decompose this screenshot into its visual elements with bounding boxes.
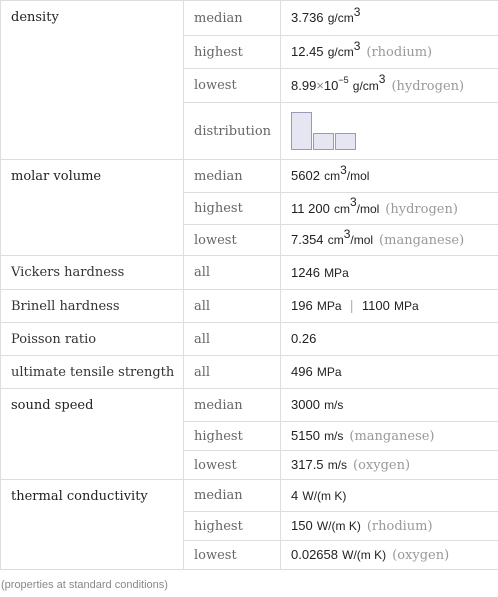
stat-label: median xyxy=(184,389,281,422)
value-cell: 196 MPa | 1100 MPa xyxy=(281,290,498,323)
stat-label: lowest xyxy=(184,69,281,103)
table-row xyxy=(1,480,498,512)
histogram-bar xyxy=(291,112,312,150)
stat-label: highest xyxy=(184,36,281,69)
table-row xyxy=(1,290,498,323)
stat-label: median xyxy=(184,160,281,193)
stat-label: all xyxy=(184,323,281,356)
value-cell: 5602 $cm^3$/mol xyxy=(281,160,498,193)
value-cell: 317.5 m/s (oxygen) xyxy=(281,451,498,480)
value-cell: 7.354 $cm^3$/mol (manganese) xyxy=(281,225,498,256)
histogram-bar xyxy=(335,133,356,150)
value-cell: 11 200 $cm^3$/mol (hydrogen) xyxy=(281,193,498,225)
property-label: density xyxy=(1,1,184,160)
stat-label: all xyxy=(184,256,281,290)
table-row xyxy=(1,356,498,389)
stat-label: all xyxy=(184,356,281,389)
footnote: (properties at standard conditions) xyxy=(1,579,168,591)
value-cell: 3.736 $g/cm^3$ xyxy=(281,1,498,36)
property-label: ultimate tensile strength xyxy=(1,356,184,389)
table-row xyxy=(1,160,498,193)
property-label: Poisson ratio xyxy=(1,323,184,356)
stat-label: lowest xyxy=(184,225,281,256)
value-cell: $8.99\times 10^{-5}$ $g/cm^3$ (hydrogen) xyxy=(281,69,498,103)
property-label: molar volume xyxy=(1,160,184,256)
stat-label: highest xyxy=(184,193,281,225)
stat-label: highest xyxy=(184,512,281,541)
stat-label: median xyxy=(184,480,281,512)
property-label: Vickers hardness xyxy=(1,256,184,290)
stat-label: median xyxy=(184,1,281,36)
value-cell: 1246 MPa xyxy=(281,256,498,290)
value-cell: 12.45 $g/cm^3$ (rhodium) xyxy=(281,36,498,69)
histogram-bar xyxy=(313,133,334,150)
stat-label: distribution xyxy=(184,103,281,160)
property-label: Brinell hardness xyxy=(1,290,184,323)
stat-label: lowest xyxy=(184,451,281,480)
distribution-cell xyxy=(281,103,498,160)
value-cell: 5150 m/s (manganese) xyxy=(281,422,498,451)
stat-label: highest xyxy=(184,422,281,451)
value-cell: 3000 m/s xyxy=(281,389,498,422)
stat-label: all xyxy=(184,290,281,323)
value-cell: 0.02658 W/(m K) (oxygen) xyxy=(281,541,498,570)
table-row xyxy=(1,389,498,422)
table-row xyxy=(1,256,498,290)
value-cell: 496 MPa xyxy=(281,356,498,389)
value-cell: 4 W/(m K) xyxy=(281,480,498,512)
stat-label: lowest xyxy=(184,541,281,570)
table-row xyxy=(1,1,498,36)
distribution-histogram xyxy=(291,112,488,150)
table-row xyxy=(1,323,498,356)
value-cell: 0.26 xyxy=(281,323,498,356)
property-label: sound speed xyxy=(1,389,184,480)
property-label: thermal conductivity xyxy=(1,480,184,570)
value-cell: 150 W/(m K) (rhodium) xyxy=(281,512,498,541)
